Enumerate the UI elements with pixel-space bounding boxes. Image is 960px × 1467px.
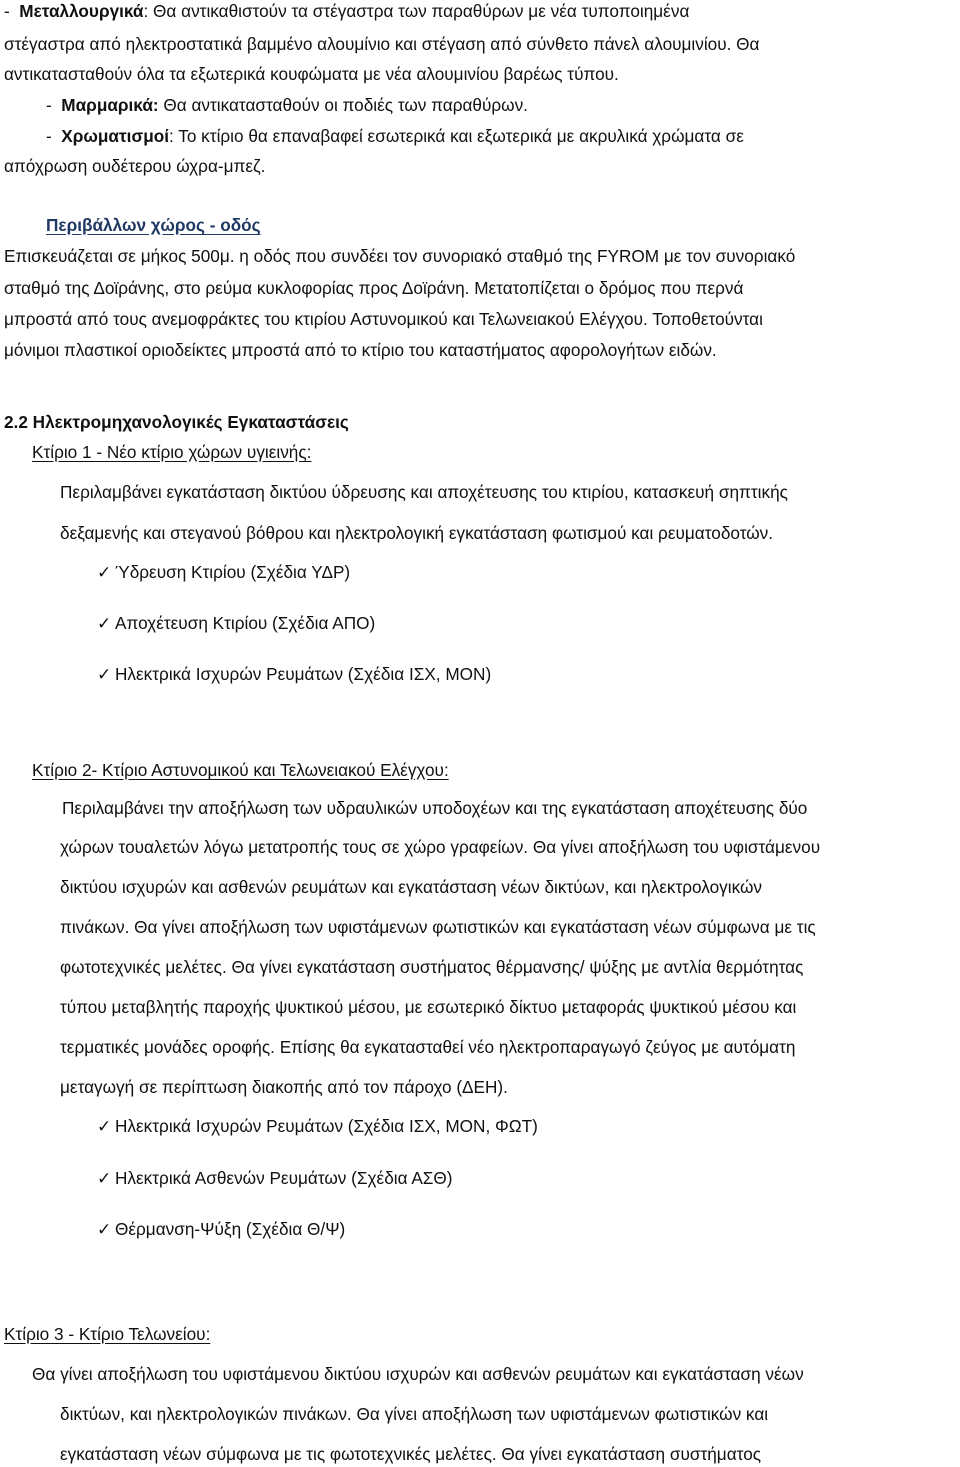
check-item — [97, 561, 350, 583]
building-2-line-7: τερματικές μονάδες οροφής. Επίσης θα εγκατασταθεί νέο ηλεκτροπαραγωγό ζεύγος με αυτόματη — [60, 1037, 796, 1057]
check-mark-icon: ✓ — [97, 664, 112, 684]
check-item — [97, 1167, 453, 1189]
building-3-line-2: δικτύων, και ηλεκτρολογικών πινάκων. Θα γίνει αποξήλωση των υφιστάμενων φωτιστικών και — [60, 1404, 769, 1424]
marble-label: Μαρμαρικά: — [61, 95, 159, 115]
marble-line — [46, 94, 528, 116]
building-2-line-3: δικτύου ισχυρών και ασθενών ρευμάτων και εγκατάσταση νέων δικτύων, και ηλεκτρολογικών — [60, 877, 762, 897]
building-2-line-2: χώρων τουαλετών λόγω μετατροπής τους σε χώρο γραφείων. Θα γίνει αποξήλωση του υφιστάμενου — [60, 837, 821, 857]
building-1-line-2: δεξαμενής και στεγανού βόθρου και ηλεκτρολογική εγκατάσταση φωτισμού και ρευματοδοτών. — [60, 523, 774, 543]
check-mark-icon: ✓ — [97, 1168, 112, 1188]
section-heading: 2.2 Ηλεκτρομηχανολογικές Εγκαταστάσεις — [4, 412, 349, 432]
metalwork-line-3: αντικατασταθούν όλα τα εξωτερικά κουφώματα με νέα αλουμινίου βαρέως τύπου. — [4, 64, 619, 84]
check-item-label: Ηλεκτρικά Ασθενών Ρευμάτων (Σχέδια ΑΣΘ) — [115, 1168, 453, 1188]
check-mark-icon: ✓ — [97, 562, 112, 582]
road-line-4: μόνιμοι πλαστικοί οριοδείκτες μπροστά από το κτίριο του καταστήματος αφορολογήτων ειδών. — [4, 340, 717, 360]
building-2-line-1: Περιλαμβάνει την αποξήλωση των υδραυλικών υποδοχέων και της εγκατάσταση αποχέτευσης δύο — [62, 798, 808, 818]
dash: - — [4, 1, 10, 21]
check-mark-icon: ✓ — [97, 1219, 112, 1239]
paint-label: Χρωματισμοί — [61, 126, 169, 146]
check-item-label: Ηλεκτρικά Ισχυρών Ρευμάτων (Σχέδια ΙΣΧ, ΜΟΝ, ΦΩΤ) — [115, 1116, 538, 1136]
dash: - — [46, 95, 52, 115]
building-2-line-8: μεταγωγή σε περίπτωση διακοπής από τον πάροχο (ΔΕΗ). — [60, 1077, 508, 1097]
building-2-line-5: φωτοτεχνικές μελέτες. Θα γίνει εγκατάσταση συστήματος θέρμανσης/ ψύξης με αντλία θερμότητας — [60, 957, 804, 977]
paint-line-1 — [46, 125, 744, 147]
check-item — [97, 1218, 345, 1240]
check-mark-icon: ✓ — [97, 613, 112, 633]
building-3-line-3: εγκατάσταση νέων σύμφωνα με τις φωτοτεχνικές μελέτες. Θα γίνει εγκατάσταση συστήματος — [60, 1444, 762, 1464]
road-line-3: μπροστά από τους ανεμοφράκτες του κτιρίου Αστυνομικού και Τελωνειακού Ελέγχου. Τοποθετούνται — [4, 309, 763, 329]
building-1-line-1: Περιλαμβάνει εγκατάσταση δικτύου ύδρευσης και αποχέτευσης του κτιρίου, κατασκευή σηπτικής — [60, 482, 788, 502]
check-mark-icon: ✓ — [97, 1116, 112, 1136]
metalwork-line-2: στέγαστρα από ηλεκτροστατικά βαμμένο αλουμίνιο και στέγαση από σύνθετο πάνελ αλουμινίου. Θα — [4, 34, 760, 54]
check-item-label: Ύδρευση Κτιρίου (Σχέδια ΥΔΡ) — [115, 562, 351, 582]
check-item-label: Θέρμανση-Ψύξη (Σχέδια Θ/Ψ) — [115, 1219, 346, 1239]
building-2-line-4: πινάκων. Θα γίνει αποξήλωση των υφιστάμενων φωτιστικών και εγκατάσταση νέων σύμφωνα με τις — [60, 917, 816, 937]
building-2-title: Κτίριο 2- Κτίριο Αστυνομικού και Τελωνειακού Ελέγχου: — [32, 760, 449, 780]
check-item — [97, 612, 375, 634]
metalwork-text: : Θα αντικαθιστούν τα στέγαστρα των παραθύρων με νέα τυποποιημένα — [143, 1, 690, 21]
building-3-line-1: Θα γίνει αποξήλωση του υφιστάμενου δικτύου ισχυρών και ασθενών ρευμάτων και εγκατάσταση νέων — [32, 1364, 804, 1384]
paint-line-2: απόχρωση ουδέτερου ώχρα-μπεζ. — [4, 156, 266, 176]
building-3-title: Κτίριο 3 - Κτίριο Τελωνείου: — [4, 1324, 211, 1344]
check-item-label: Αποχέτευση Κτιρίου (Σχέδια ΑΠΟ) — [115, 613, 376, 633]
check-item — [97, 1115, 538, 1137]
road-line-1: Επισκευάζεται σε μήκος 500μ. η οδός που συνδέει τον συνοριακό σταθμό της FYROM με τον συνοριακό — [4, 246, 796, 266]
marble-text: Θα αντικατασταθούν οι ποδιές των παραθύρων. — [158, 95, 528, 115]
road-line-2: σταθμό της Δοϊράνης, στο ρεύμα κυκλοφορίας προς Δοϊράνη. Μετατοπίζεται ο δρόμος που περνά — [4, 278, 744, 298]
road-heading: Περιβάλλων χώρος - οδός — [46, 215, 261, 235]
check-item — [97, 663, 491, 685]
dash: - — [46, 126, 52, 146]
paint-text: : Το κτίριο θα επαναβαφεί εσωτερικά και εξωτερικά με ακρυλικά χρώματα σε — [169, 126, 744, 146]
check-item-label: Ηλεκτρικά Ισχυρών Ρευμάτων (Σχέδια ΙΣΧ, ΜΟΝ) — [115, 664, 492, 684]
metalwork-label: Μεταλλουργικά — [19, 1, 144, 21]
building-1-title: Κτίριο 1 - Νέο κτίριο χώρων υγιεινής: — [32, 442, 312, 462]
building-2-line-6: τύπου μεταβλητής παροχής ψυκτικού μέσου, με εσωτερικό δίκτυο μεταφοράς ψυκτικού μέσου και — [60, 997, 797, 1017]
metalwork-line-1 — [4, 0, 956, 22]
